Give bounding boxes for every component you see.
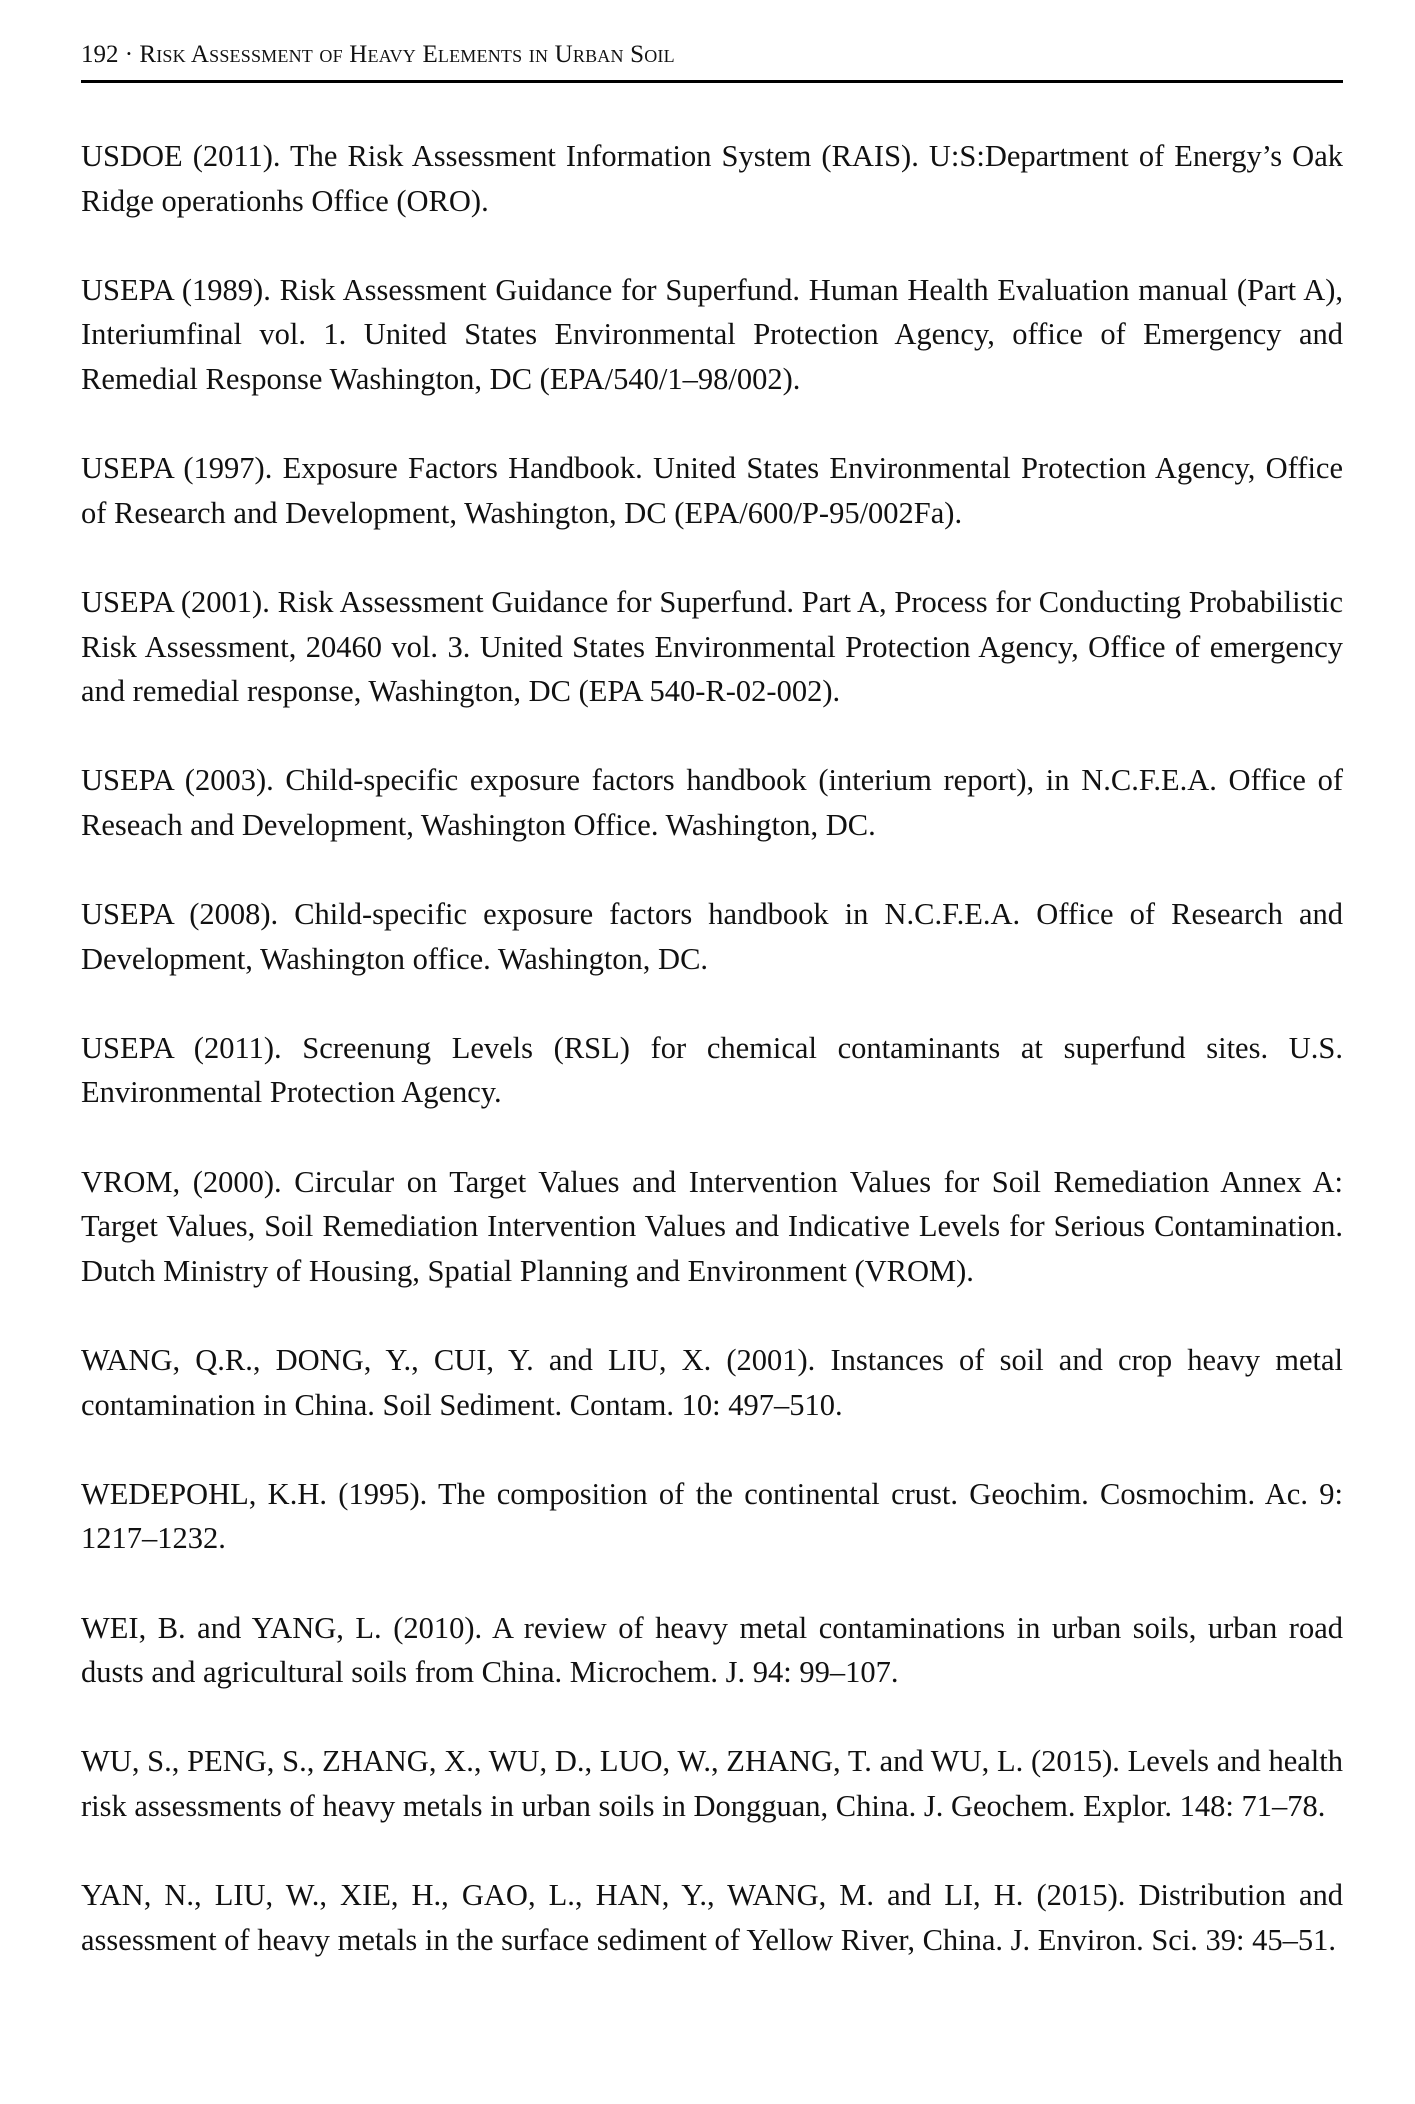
reference-entry: YAN, N., LIU, W., XIE, H., GAO, L., HAN, Y., WANG, M. and LI, H. (2015). Distribution and assessment of heavy metals in the surface sediment of Yellow River, China. J. Environ. Sci. 39: 45–51. xyxy=(81,1878,1343,1957)
header-separator: · xyxy=(118,41,140,68)
reference-entry: USEPA (2003). Child-specific exposure factors handbook (interium report), in N.C.F.E.A. Office of Reseach and Development, Washington Office. Washington, DC. xyxy=(81,763,1343,842)
running-header xyxy=(81,40,1343,70)
reference-entry: WANG, Q.R., DONG, Y., CUI, Y. and LIU, X. (2001). Instances of soil and crop heavy metal contamination in China. Soil Sediment. Contam. 10: 497–510. xyxy=(81,1343,1343,1422)
reference-list xyxy=(81,134,1343,1962)
header-rule xyxy=(81,80,1343,83)
reference-entry: USEPA (1997). Exposure Factors Handbook. United States Environmental Protection Agency, Office of Research and Development, Washington, DC (EPA/600/P-95/002Fa). xyxy=(81,451,1343,530)
reference-entry: USEPA (2001). Risk Assessment Guidance for Superfund. Part A, Process for Conducting Probabilistic Risk Assessment, 20460 vol. 3. United States Environmental Protection Agency, Office of emergency and remedial response, Washington, DC (EPA 540-R-02-002). xyxy=(81,584,1343,709)
reference-entry: USEPA (2011). Screenung Levels (RSL) for chemical contaminants at superfund sites. U.S. Environmental Protection Agency. xyxy=(81,1030,1343,1110)
reference-entry: WEI, B. and YANG, L. (2010). A review of heavy metal contaminations in urban soils, urban road dusts and agricultural soils from China. Microchem. J. 94: 99–107. xyxy=(81,1610,1343,1690)
page-number: 192 xyxy=(81,41,119,68)
reference-entry: WEDEPOHL, K.H. (1995). The composition of the continental crust. Geochim. Cosmochim. Ac. 9: 1217–1232. xyxy=(81,1476,1343,1556)
reference-entry: USEPA (2008). Child-specific exposure factors handbook in N.C.F.E.A. Office of Research and Development, Washington office. Washington, DC. xyxy=(81,897,1343,976)
reference-entry: USEPA (1989). Risk Assessment Guidance for Superfund. Human Health Evaluation manual (Part A), Interiumfinal vol. 1. United States Environmental Protection Agency, office of Emergency and Remedial Response Washington, DC (EPA/540/1–98/002). xyxy=(81,272,1343,396)
reference-entry: WU, S., PENG, S., ZHANG, X., WU, D., LUO, W., ZHANG, T. and WU, L. (2015). Levels and health risk assessments of heavy metals in urban soils in Dongguan, China. J. Geochem. Explor. 148: 71–78. xyxy=(81,1744,1343,1823)
reference-entry: VROM, (2000). Circular on Target Values and Intervention Values for Soil Remediation Annex A: Target Values, Soil Remediation Intervention Values and Indicative Levels for Serious Contamination. Dutch Ministry of Housing, Spatial Planning and Environment (VROM). xyxy=(81,1164,1343,1288)
reference-entry: USDOE (2011). The Risk Assessment Information System (RAIS). U:S:Department of Energy’s Oak Ridge operationhs Office (ORO). xyxy=(81,139,1343,218)
running-title: Risk Assessment of Heavy Elements in Urban Soil xyxy=(139,41,675,68)
